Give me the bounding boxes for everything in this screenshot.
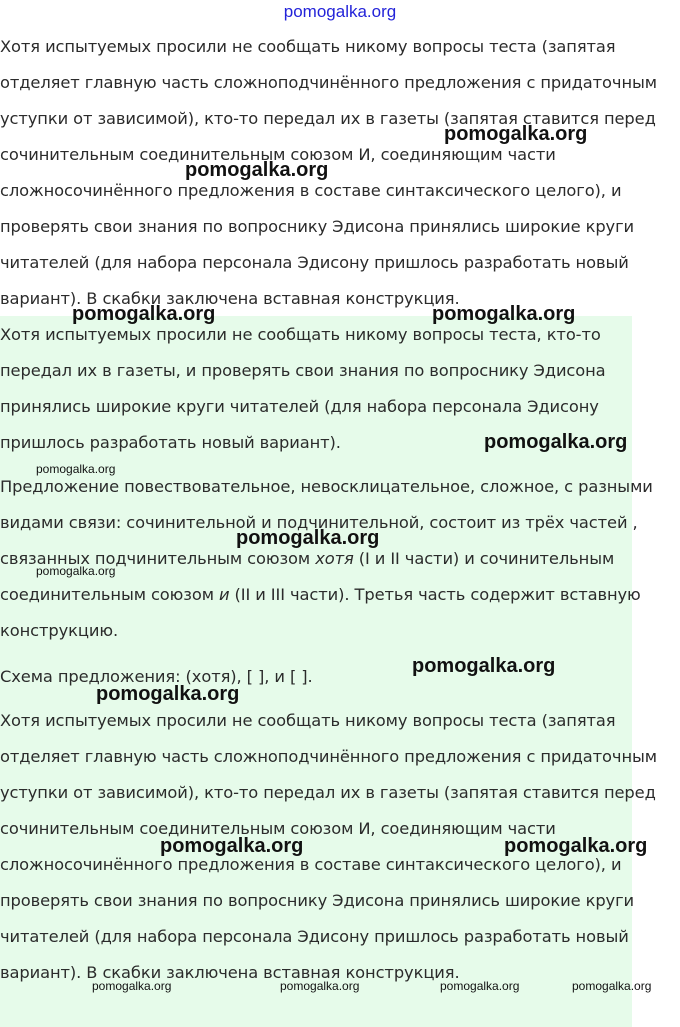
watermark: pomogalka.org bbox=[504, 835, 648, 857]
watermark: pomogalka.org bbox=[185, 159, 329, 181]
watermark: pomogalka.org bbox=[36, 462, 116, 476]
conjunction-khotya: хотя bbox=[315, 549, 354, 568]
analysis-text-start: Предложение повествовательное, невосклицательное, сложное, с разными видами связи: сочинительной и подчинительной, состоит из трёх частей , связанных подчинительным союзом bbox=[0, 477, 653, 568]
answer-paragraph-1: Хотя испытуемых просили не сообщать никому вопросы теста (запятая отделяет главную часть сложноподчинённого предложения с придаточным уступки от зависимой), кто-то передал их в газеты (запятая ставится перед сочинительным соединительным союзом И, соединяющим части сложносочинённого предложения в составе синтаксического целого), и проверять свои знания по вопроснику Эдисона принялись широкие круги читателей (для набора персонала Эдисону пришлось разработать новый вариант). В скабки заключена вставная конструкция. bbox=[0, 37, 657, 308]
watermark: pomogalka.org bbox=[280, 979, 360, 993]
watermark: pomogalka.org bbox=[36, 564, 116, 578]
sentence-analysis-paragraph bbox=[0, 469, 660, 649]
watermark: pomogalka.org bbox=[412, 655, 556, 677]
conjunction-i: и bbox=[218, 585, 230, 604]
analysis-text-end: (II и III части). Третья часть содержит вставную конструкцию. bbox=[0, 585, 641, 640]
watermark: pomogalka.org bbox=[236, 527, 380, 549]
sentence-scheme: Схема предложения: (хотя), [ ], и [ ]. bbox=[0, 667, 313, 686]
watermark: pomogalka.org bbox=[440, 979, 520, 993]
answer-paragraph-3: Хотя испытуемых просили не сообщать никому вопросы теста (запятая отделяет главную часть сложноподчинённого предложения с придаточным уступки от зависимой), кто-то передал их в газеты (запятая ставится перед сочинительным соединительным союзом И, соединяющим части сложносочинённого предложения в составе синтаксического целого), и проверять свои знания по вопроснику Эдисона принялись широкие круги читателей (для набора персонала Эдисону пришлось разработать новый вариант). В скабки заключена вставная конструкция. bbox=[0, 711, 657, 982]
watermark: pomogalka.org bbox=[92, 979, 172, 993]
answer-paragraph-2: Хотя испытуемых просили не сообщать никому вопросы теста, кто-то передал их в газеты, и проверять свои знания по вопроснику Эдисона принялись широкие круги читателей (для набора персонала Эдисону пришлось разработать новый вариант). bbox=[0, 325, 606, 452]
watermark: pomogalka.org bbox=[72, 303, 216, 325]
analysis-text-middle: (I и II части) и сочинительным соединительным союзом bbox=[0, 549, 615, 604]
watermark: pomogalka.org bbox=[96, 683, 240, 705]
watermark: pomogalka.org bbox=[572, 979, 652, 993]
watermark: pomogalka.org bbox=[484, 431, 628, 453]
watermark: pomogalka.org bbox=[444, 123, 588, 145]
watermark: pomogalka.org bbox=[160, 835, 304, 857]
watermark: pomogalka.org bbox=[432, 303, 576, 325]
site-header-link[interactable]: pomogalka.org bbox=[283, 2, 397, 21]
